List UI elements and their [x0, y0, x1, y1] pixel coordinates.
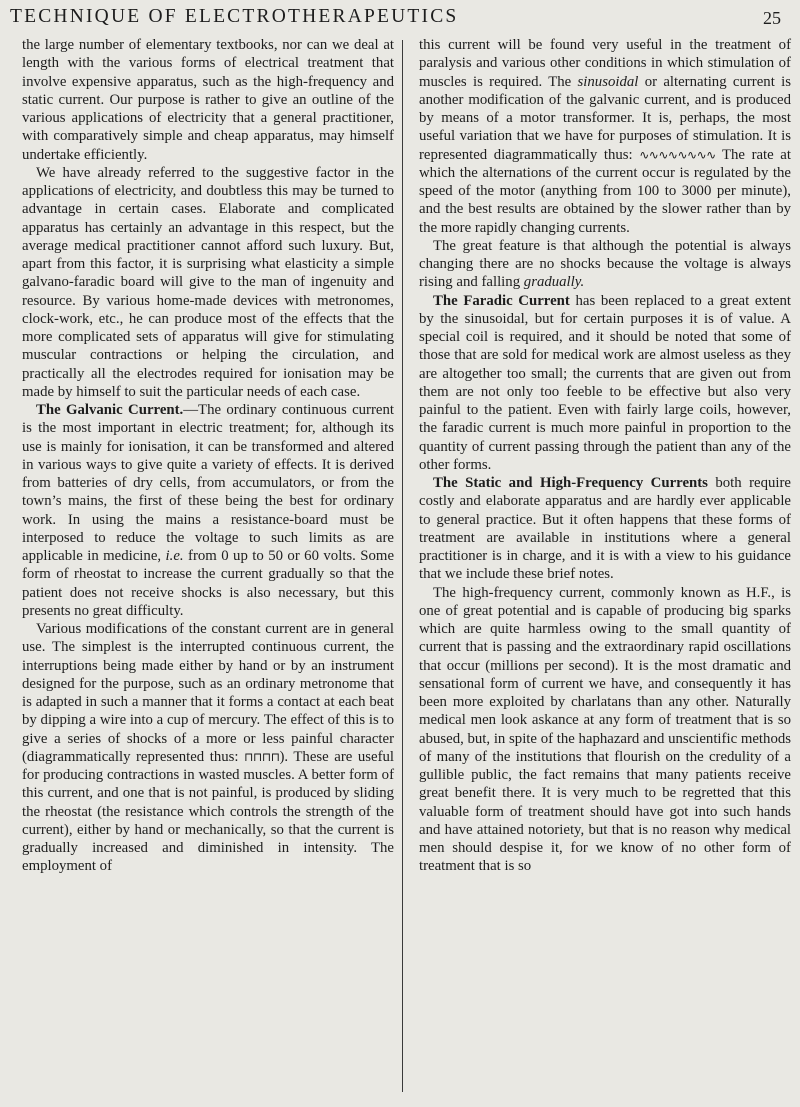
paragraph-static-hf [419, 474, 791, 584]
sinusoidal-term: sinusoidal [577, 73, 639, 90]
potential-gradually: gradually. [523, 274, 585, 291]
paragraph-sinusoidal [419, 36, 791, 237]
galvanic-ie: i.e. [165, 548, 184, 564]
sinusoidal-text-c: The rate at which the alternations of the current occur is regulated by the speed of the motor (anything from 100 to 3000 per minute), and the best results are obtained by the slower rather than by the more rapidly changing currents. [419, 146, 791, 236]
modifications-text-b: ). These are useful for producing contractions in wasted muscles. A better form of this current, and one that is not painful, is produced by sliding the rheostat (the resistance which controls the strength of the current), either by hand or mechanically, so that the current is gradually increased and diminished in intensity. The employment of [22, 748, 395, 875]
paragraph-2: We have already referred to the suggestive factor in the applications of electricity, and doubtless this may be turned to advantage in certain cases. Elaborate and complicated apparatus has certainly an advantage in this respect, but the average medical practitioner cannot afford such luxury. But, apart from this factor, it is surprising what elasticity a simple galvano-faradic board will give to the man of ingenuity and resource. By various home-made devices with metronomes, clock-work, etc., he can produce most of the effects that the more complicated sets of apparatus will give for stimulating muscular contractions or helping the circulation, and practically all the electrodes required for ionisation may be made by himself to suit the particular needs of each case. [22, 164, 394, 400]
galvanic-text-b: from 0 up to 50 or 60 volts. Some form of rheostat to increase the current gradually so that the patient does not receive shocks is also necessary, but this presents no great difficulty. [22, 548, 395, 619]
paragraph-galvanic [22, 401, 394, 620]
sinusoidal-text-a: this current will be found very useful in the treatment of paralysis and various other conditions in which stimulation of muscles is required. The [419, 37, 791, 90]
heading-static-hf-currents: The Static and High-Frequency Currents [433, 475, 708, 491]
sinusoidal-wave-diagram-icon: ∿∿∿∿∿∿∿∿ [639, 147, 716, 162]
paragraph-faradic [419, 292, 791, 475]
paragraph-1: the large number of elementary textbooks, nor can we deal at length with the various forms of electrical treatment that involve expensive apparatus, such as the high-frequency and static current. Our purpose is rather to give an outline of the various applications of electricity that a general practitioner, with comparatively simple and cheap apparatus, may himself undertake efficiently. [22, 37, 394, 163]
right-column [419, 36, 791, 876]
running-title: TECHNIQUE OF ELECTROTHERAPEUTICS [10, 6, 459, 27]
potential-text: The great feature is that although the potential is always changing there are no shocks because the voltage is always rising and falling [419, 237, 791, 291]
sinusoidal-text-b: or alternating current is another modification of the galvanic current, and is produced by means of a motor transformer. It is, perhaps, the most useful variation that we have for purposes of stimulation. It is represented diagrammatically thus: [419, 73, 791, 163]
heading-galvanic-current: The Galvanic Current. [36, 402, 184, 418]
paragraph-potential [419, 237, 791, 292]
running-head [0, 6, 800, 32]
column-divider [402, 40, 403, 1092]
paragraph-modifications [22, 620, 394, 876]
modifications-text-a: Various modifications of the constant current are in general use. The simplest is the interrupted continuous current, the interruptions being made either by hand or by an instrument designed for the purpose, such as an ordinary metronome that is adapted in such a manner that it forms a contact at each beat by dipping a wire into a cup of mercury. The effect of this is to give a series of shocks of a more or less painful character (diagrammatically represented thus: [22, 621, 394, 765]
faradic-text: has been replaced to a great extent by the sinusoidal, but for certain purposes it is of value. A special coil is required, and it should be noted that some of those that are sold for medical work are almost useless as they are altogether too small; the currents that are given out from them are not only too feeble to be effective but also very painful to the patient. Even with fairly large coils, however, the faradic current is much more painful in proportion to the quantity of current passing through the patient than any of the other forms. [419, 292, 792, 473]
left-column [22, 36, 394, 876]
paragraph-high-frequency: The high-frequency current, commonly known as H.F., is one of great potential and is capable of producing big sparks which are quite harmless owing to the small quantity of current that is passing and the extraordinary rapid oscillations that occur (millions per second). It is the most dramatic and sensational form of current we have, and consequently it has been more exploited by charlatans than any other. Naturally medical men look askance at any form of treatment that is so abused, but, in spite of the haphazard and unscientific methods of many of the institutions that flourish on the credulity of a gullible public, the fact remains that many patients receive great benefit there. It is very much to be regretted that this valuable form of treatment should have got into such hands and have attained notoriety, but that is no reason why medical men should despise it, for we know of no other form of treatment that is so [419, 584, 791, 875]
galvanic-text-a: —The ordinary continuous current is the most important in electric treatment; for, although its use is mainly for ionisation, it can be transformed and altered in various ways to give quite a variety of effects. It is derived from batteries of dry cells, from accumulators, or from the town’s mains, the first of these being the best for ordinary work. In using the mains a resistance-board must be interposed to reduce the voltage to such limits as are applicable in medicine, [22, 402, 394, 564]
interrupted-current-diagram-icon: ⊓⊓⊓⊓ [244, 749, 280, 764]
page-number: 25 [763, 8, 781, 28]
static-hf-text: both require costly and elaborate apparatus and are hardly ever applicable to general practice. But it often happens that these forms of treatment are available in institutions where a general practitioner is in charge, and it is with a view to his guidance that we include these brief notes. [419, 475, 791, 583]
heading-faradic-current: The Faradic Current [433, 292, 570, 309]
